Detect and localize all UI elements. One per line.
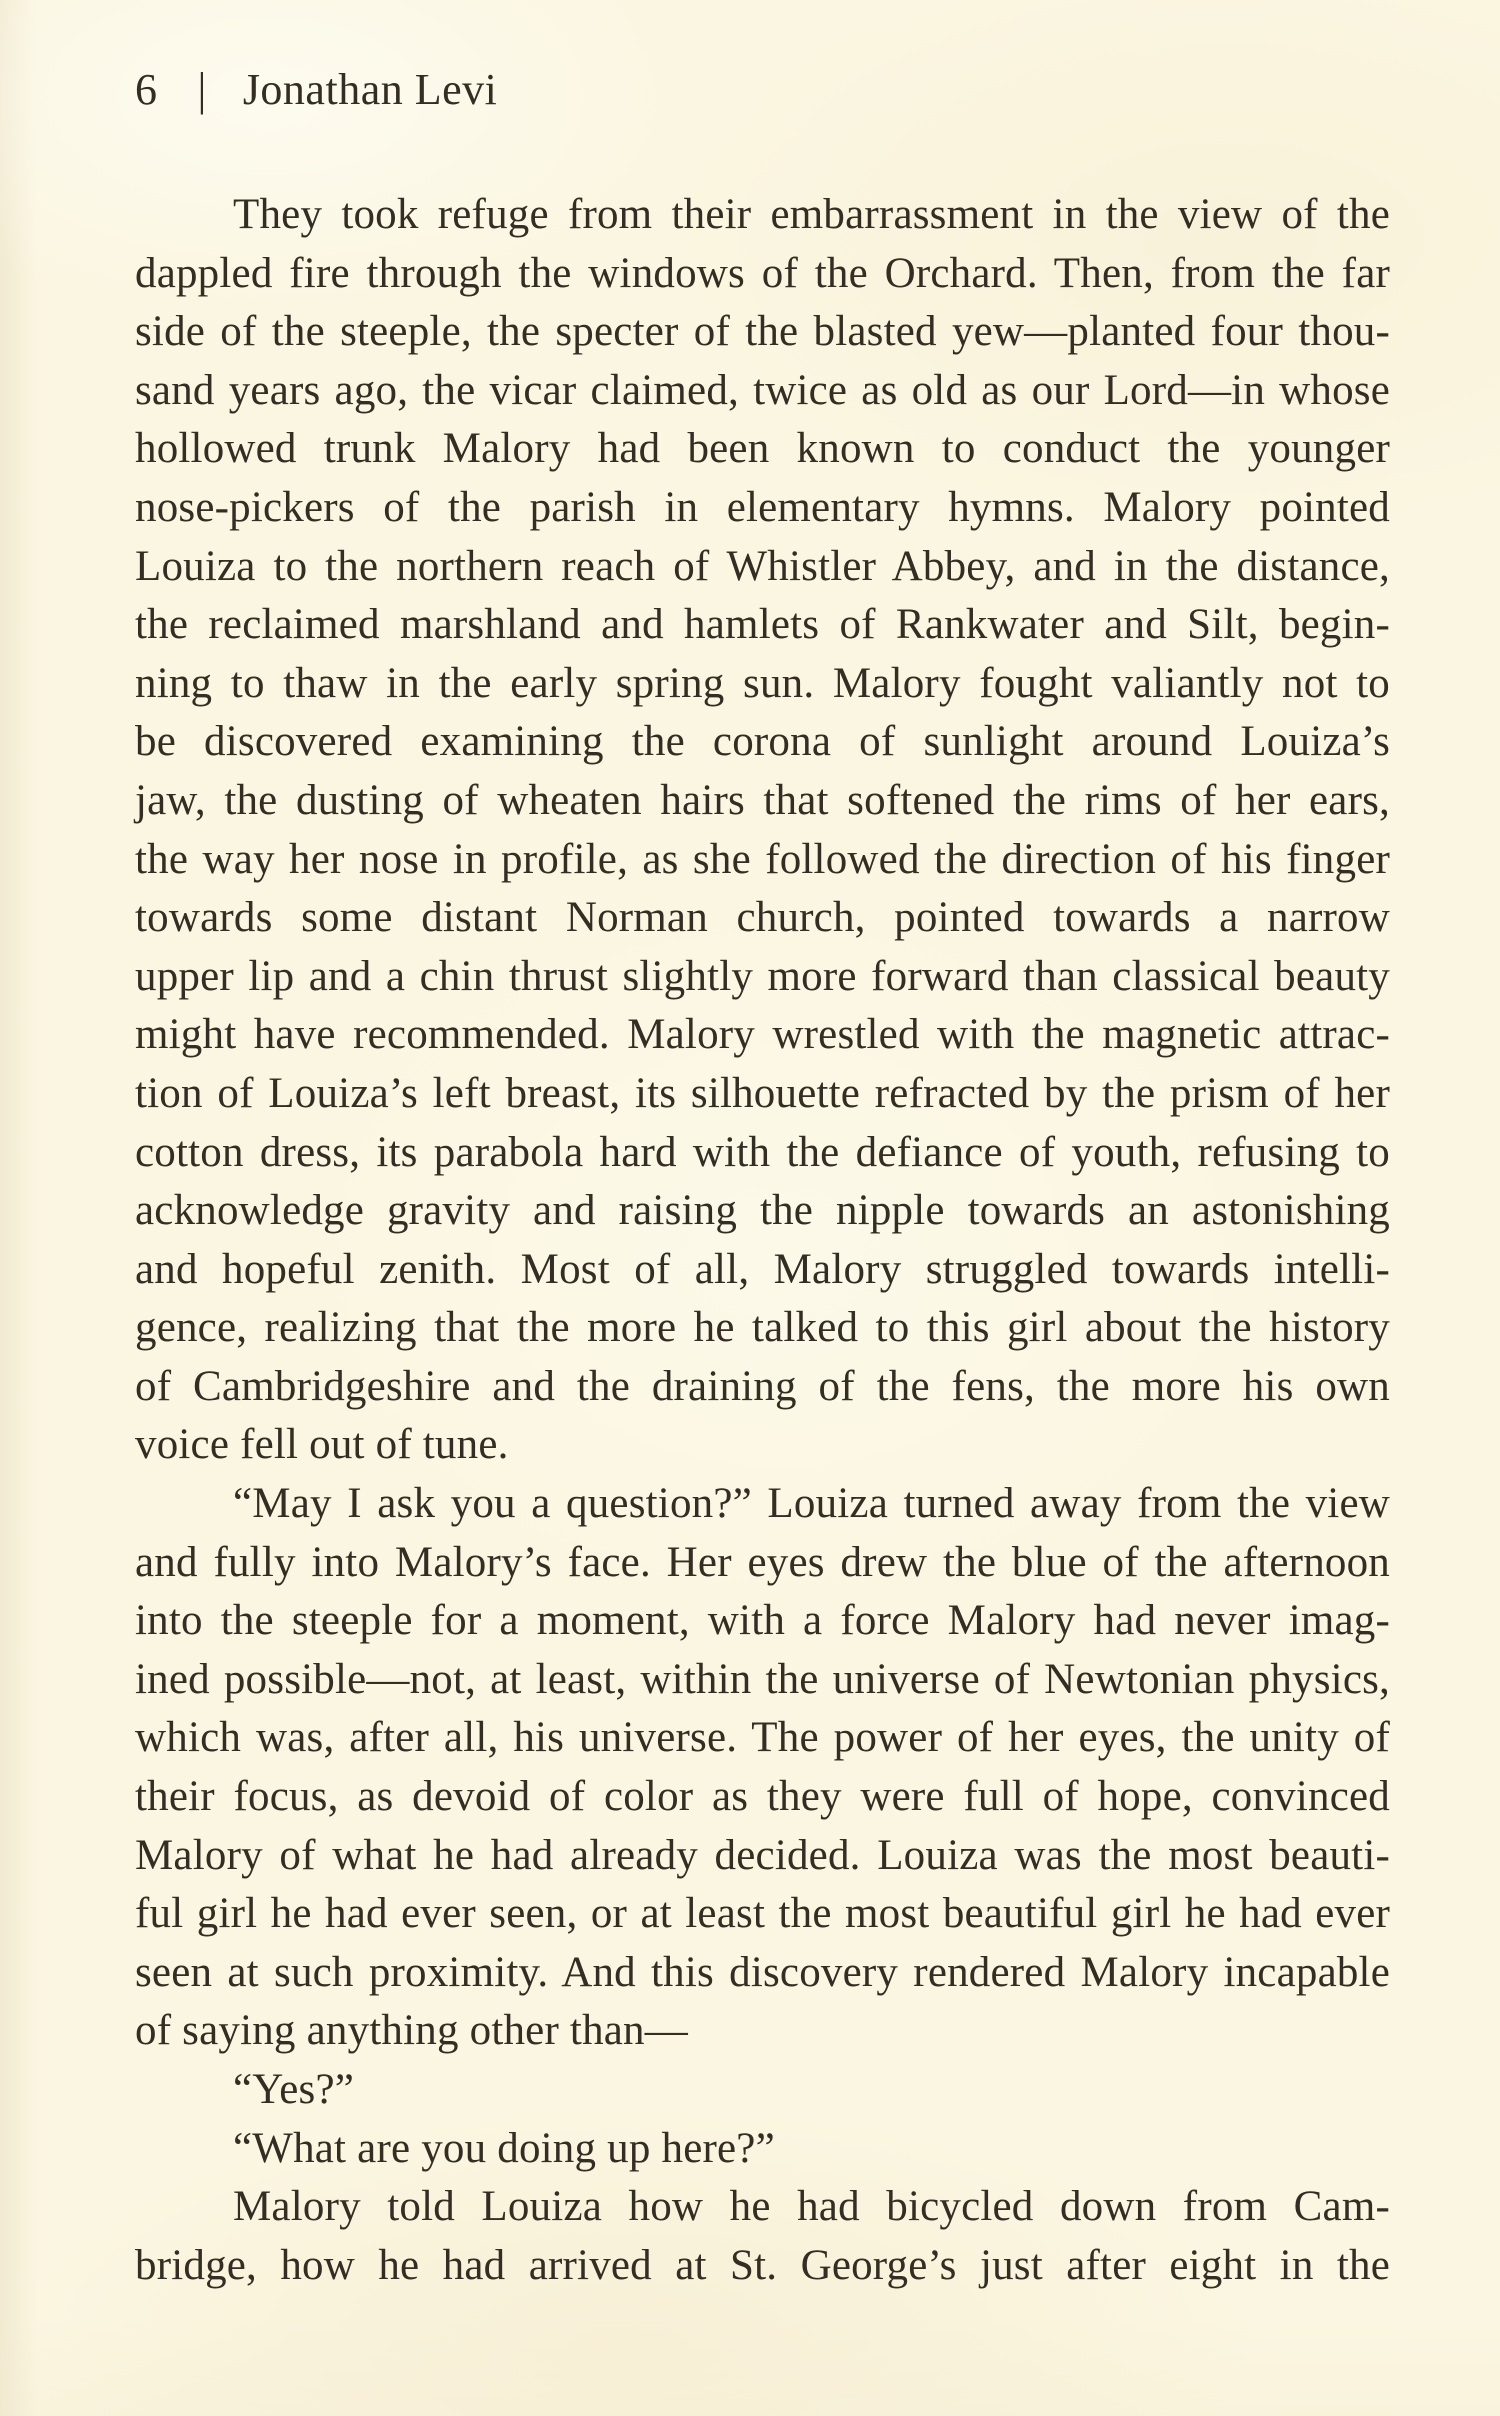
text-line: into the steeple for a moment, with a force Malory had never imag- [135, 1597, 1390, 1645]
text-line: ful girl he had ever seen, or at least the most beautiful girl he had ever [135, 1890, 1390, 1938]
paragraph [135, 186, 1390, 1475]
text-line: nose-pickers of the parish in elementary hymns. Malory pointed [135, 483, 1390, 531]
text-line: towards some distant Norman church, pointed towards a narrow [135, 894, 1390, 942]
paragraph [135, 1475, 1390, 2061]
text-line: might have recommended. Malory wrestled with the magnetic attrac- [135, 1011, 1390, 1059]
header-divider: | [197, 63, 207, 116]
text-line: side of the steeple, the specter of the blasted yew—planted four thou- [135, 308, 1390, 356]
text-line: the way her nose in profile, as she followed the direction of his finger [135, 835, 1390, 883]
text-line: “What are you doing up here?” [233, 2124, 775, 2172]
text-line: acknowledge gravity and raising the nipple towards an astonishing [135, 1187, 1390, 1235]
text-line: sand years ago, the vicar claimed, twice as old as our Lord—in whose [135, 366, 1390, 414]
paragraph [135, 2061, 1390, 2120]
text-line: They took refuge from their embarrassment in the view of the [233, 191, 1390, 238]
text-line: and fully into Malory’s face. Her eyes drew the blue of the afternoon [135, 1538, 1390, 1586]
text-line: tion of Louiza’s left breast, its silhouette refracted by the prism of her [135, 1069, 1390, 1117]
text-line: the reclaimed marshland and hamlets of Rankwater and Silt, begin- [135, 601, 1390, 649]
text-line: dappled fire through the windows of the Orchard. Then, from the far [135, 249, 1390, 297]
text-line: which was, after all, his universe. The power of her eyes, the unity of [135, 1714, 1390, 1762]
text-line: and hopeful zenith. Most of all, Malory struggled towards intelli- [135, 1245, 1390, 1293]
text-line: their focus, as devoid of color as they were full of hope, convinced [135, 1773, 1390, 1821]
text-line: Malory of what he had already decided. Louiza was the most beauti- [135, 1831, 1390, 1879]
text-line: ined possible—not, at least, within the universe of Newtonian physics, [135, 1655, 1390, 1703]
text-line: upper lip and a chin thrust slightly more forward than classical beauty [135, 952, 1390, 1000]
page-header [135, 63, 498, 116]
text-line: gence, realizing that the more he talked to this girl about the history [135, 1304, 1390, 1352]
text-line: bridge, how he had arrived at St. George’s just after eight in the [135, 2241, 1390, 2289]
author-name: Jonathan Levi [242, 65, 498, 114]
text-line: of Cambridgeshire and the draining of the fens, the more his own [135, 1362, 1390, 1410]
text-line: “May I ask you a question?” Louiza turned away from the view [233, 1480, 1390, 1528]
text-line: Malory told Louiza how he had bicycled down from Cam- [233, 2183, 1390, 2231]
text-line: “Yes?” [233, 2066, 355, 2113]
paragraph [135, 2178, 1390, 2295]
page-body [135, 186, 1390, 2295]
page-number: 6 [135, 65, 158, 114]
text-line: voice fell out of tune. [135, 1421, 509, 1469]
paragraph [135, 2120, 1390, 2179]
text-line: be discovered examining the corona of sunlight around Louiza’s [135, 718, 1390, 766]
text-line: Louiza to the northern reach of Whistler Abbey, and in the distance, [135, 542, 1390, 590]
text-line: cotton dress, its parabola hard with the defiance of youth, refusing to [135, 1128, 1390, 1176]
text-line: ning to thaw in the early spring sun. Malory fought valiantly not to [135, 659, 1390, 707]
text-line: hollowed trunk Malory had been known to conduct the younger [135, 425, 1390, 473]
text-line: seen at such proximity. And this discovery rendered Malory incapable [135, 1948, 1390, 1996]
text-line: of saying anything other than— [135, 2007, 688, 2055]
text-line: jaw, the dusting of wheaten hairs that softened the rims of her ears, [135, 776, 1390, 824]
